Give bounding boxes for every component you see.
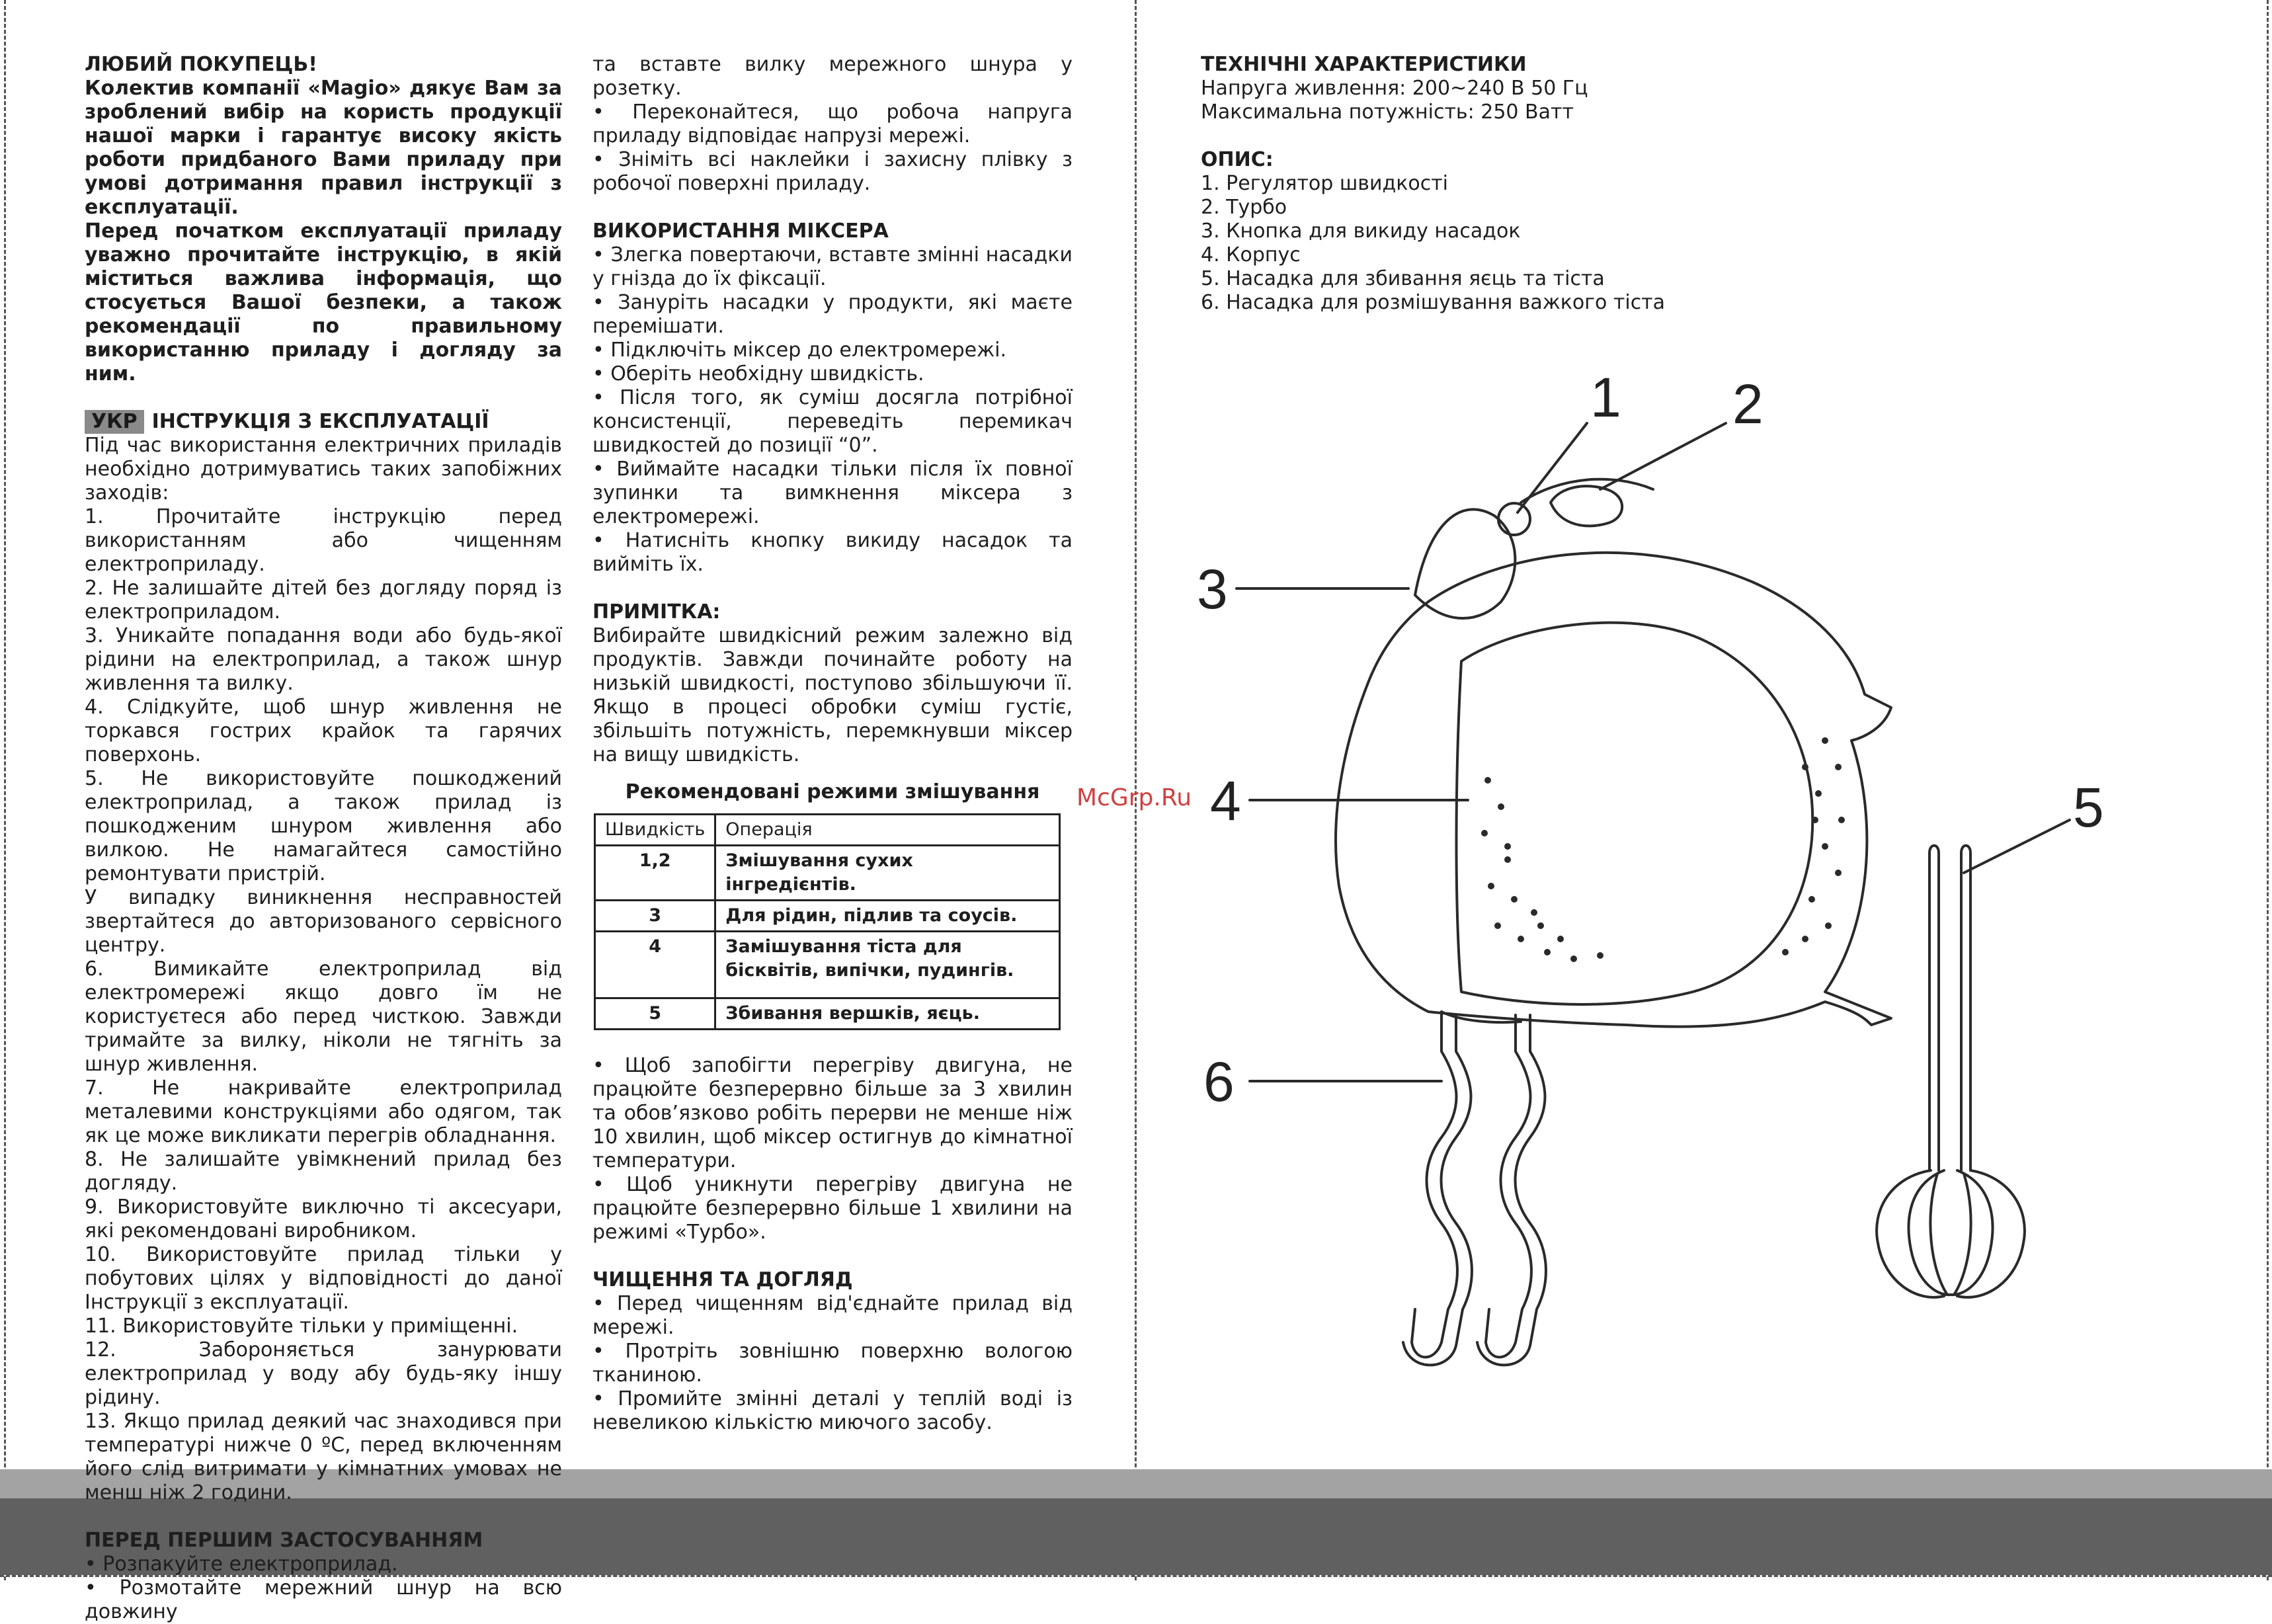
rule-item: У випадку виникнення несправностей звертайтеся до авторизованого сервісного центру. [85,886,562,957]
rule-item: 13. Якщо прилад деякий час знаходився при температурі нижче 0 ºС, перед включенням його слід витримати у кімнатних умовах не менш ніж 2 години. [85,1410,562,1504]
table-cell-speed: 1,2 [595,846,715,901]
dough-hook-left [1412,1015,1457,1358]
rule-item: 7. Не накривайте електроприлад металевими конструкціями або одягом, так як це може викликати перегрів обладнання. [85,1076,562,1147]
overheat-item: • Щоб запобігти перегріву двигуна, не працюйте безперервно більше за 3 хвилин та обов’язково робіть перерви не менше ніж 10 хвилин, щоб міксер остигнув до кімнатної температури. [592,1054,1073,1172]
first-use-title: ПЕРЕД ПЕРШИМ ЗАСТОСУВАННЯМ [85,1529,483,1552]
desc-item: 3. Кнопка для викиду насадок [1201,220,1521,243]
table-cell-operation: Для рідин, підлив та соусів. [715,901,1060,932]
beater-left [1929,846,1939,1170]
table-cell-operation: Змішування сухих інгредієнтів. [715,846,1060,901]
desc-item: 2. Турбо [1201,196,1287,219]
table-cell-operation: Замішування тіста для бісквітів, випічки, пудингів. [715,932,1060,998]
callout-3: 3 [1197,558,1228,620]
table-row [595,846,1060,901]
spec-item: Напруга живлення: 200~240 В 50 Гц [1201,77,1588,100]
first-use-item: • Розмотайте мережний шнур на всю довжину [85,1576,562,1623]
first-use-item: • Розпакуйте електроприлад. [85,1553,398,1576]
callout-4: 4 [1210,770,1241,832]
rule-item: 8. Не залишайте увімкнений прилад без догляду. [85,1148,562,1195]
desc-item: 1. Регулятор швидкості [1201,172,1449,195]
note-paragraph: Вибирайте швидкісний режим залежно від продуктів. Завжди починайте роботу на низькій швидкості, поступово збільшуючи її. Якщо в процесі обробки суміш густіє, збільшіть потужність, перемкнувши міксер на вищу швидкість. [592,624,1073,766]
table-header-speed: Швидкість [595,815,715,846]
callout-2: 2 [1732,373,1764,435]
callout-5: 5 [2073,776,2104,838]
usage-title: ВИКОРИСТАННЯ МІКСЕРА [592,220,889,243]
middle-column [592,53,1073,1435]
manual-heading [85,410,562,434]
table-header-row [595,815,1060,846]
usage-item: • Підключіть міксер до електромережі. [592,339,1006,362]
watermark: McGrp.Ru [1076,784,1192,811]
rule-item: 11. Використовуйте тільки у приміщенні. [85,1315,518,1338]
rule-item: 2. Не залишайте дітей без догляду поряд із електроприладом. [85,577,562,624]
intro-paragraph: Під час використання електричних приладів необхідно дотримуватись таких запобіжних заходів: [85,434,562,505]
usage-item: • Виймайте насадки тільки після їх повної зупинки та вимкнення міксера з електромережі. [592,458,1073,528]
rule-item: 12. Забороняється занурювати електроприлад у воду абу будь-яку іншу рідину. [85,1338,562,1409]
manual-title: ІНСТРУКЦІЯ З ЕКСПЛУАТАЦІЇ [151,410,489,433]
usage-item: • Злегка повертаючи, вставте змінні насадки у гнізда до їх фіксації. [592,243,1073,290]
overheat-item: • Щоб уникнути перегріву двигуна не працюйте безперервно більше 1 хвилини на режимі «Турбо». [592,1173,1073,1244]
mixer-handle-inner [1457,623,1813,1004]
table-cell-speed: 5 [595,998,715,1030]
first-use-cont: та вставте вилку мережного шнура у розетку. [592,53,1073,100]
thanks-paragraph: Колектив компанії «Magio» дякує Вам за зроблений вибір на користь продукції нашої марки і гарантує високу якість роботи придбаного Вами приладу при умові дотримання правил інструкції з експлуатації. [85,77,562,219]
table-cell-speed: 4 [595,932,715,998]
care-item: • Протріть зовнішню поверхню вологою тканиною. [592,1340,1073,1387]
warning-paragraph: Перед початком експлуатації приладу уважно прочитайте інструкцію, в якій міститься важлива інформація, що стосується Вашої безпеки, а також рекомендації по правильному використанню приладу і догляду за ним. [85,220,562,386]
care-title: ЧИЩЕННЯ ТА ДОГЛЯД [592,1268,853,1291]
dough-hook-right [1486,1015,1531,1358]
greeting: ЛЮБИЙ ПОКУПЕЦЬ! [85,53,317,76]
desc-item: 4. Корпус [1201,243,1301,266]
usage-item: • Зануріть насадки у продукти, які маєте перемішати. [592,291,1073,338]
usage-item: • Оберіть необхідну швидкість. [592,362,924,386]
specs-title: ТЕХНІЧНІ ХАРАКТЕРИСТИКИ [1201,53,1527,76]
table-row [595,901,1060,932]
rule-item: 5. Не використовуйте пошкоджений електроприлад, а також прилад із пошкодженим шнуром живлення або вилкою. Не намагайтеся самостійно ремонтувати пристрій. [85,767,562,885]
note-title: ПРИМІТКА: [592,600,721,624]
care-item: • Промийте змінні деталі у теплій воді із невеликою кількістю миючого засобу. [592,1387,1073,1434]
first-use-cont: • Переконайтеся, що робоча напруга приладу відповідає напрузі мережі. [592,101,1073,147]
fold-line-left [4,0,6,1580]
table-header-operation: Операція [715,815,1060,846]
table-cell-operation: Збивання вершків, яєць. [715,998,1060,1030]
rule-item: 9. Використовуйте виключно ті аксесуари, які рекомендовані виробником. [85,1196,562,1242]
rule-item: 6. Вимикайте електроприлад від електромережі якщо довго їм не користуєтеся або перед чисткою. Завжди тримайте за вилку, ніколи не тягніть за шнур живлення. [85,957,562,1076]
desc-title: ОПИС: [1201,148,1274,171]
table-cell-speed: 3 [595,901,715,932]
usage-item: • Натисніть кнопку викиду насадок та вийміть їх. [592,529,1073,576]
mixing-modes-table [594,813,1061,1030]
fold-line-right [2267,0,2269,1580]
desc-item: 5. Насадка для збивання яєць та тіста [1201,267,1605,290]
speed-regulator [1498,503,1530,535]
rule-item: 3. Уникайте попадання води або будь-якої рідини на електроприлад, а також шнур живлення та вилку. [85,624,562,695]
first-use-cont: • Зніміть всі наклейки і захисну плівку з робочої поверхні приладу. [592,148,1073,195]
rule-item: 1. Прочитайте інструкцію перед використанням або чищенням електроприладу. [85,505,562,576]
turbo-button [1551,486,1622,526]
usage-item: • Після того, як суміш досягла потрібної консистенції, переведіть перемикач швидкостей до позиції “0”. [592,386,1073,457]
table-row [595,998,1060,1030]
table-row [595,932,1060,998]
callout-6: 6 [1203,1051,1235,1113]
callout-1: 1 [1590,366,1621,428]
rule-item: 4. Слідкуйте, щоб шнур живлення не торкався гострих крайок та гарячих поверхонь. [85,696,562,766]
table-title: Рекомендовані режими змішування [625,780,1040,803]
rule-item: 10. Використовуйте прилад тільки у побутових цілях у відповідності до даної Інструкції з експлуатації. [85,1243,562,1314]
desc-item: 6. Насадка для розмішування важкого тіста [1201,291,1666,314]
left-column [85,53,562,1624]
spec-item: Максимальна потужність: 250 Ватт [1201,101,1574,124]
beater-right [1961,846,1970,1170]
language-tag: УКР [85,410,144,434]
mixer-diagram [1151,357,2182,1389]
right-column [1201,53,1862,315]
care-item: • Перед чищенням від'єднайте прилад від мережі. [592,1292,1073,1339]
